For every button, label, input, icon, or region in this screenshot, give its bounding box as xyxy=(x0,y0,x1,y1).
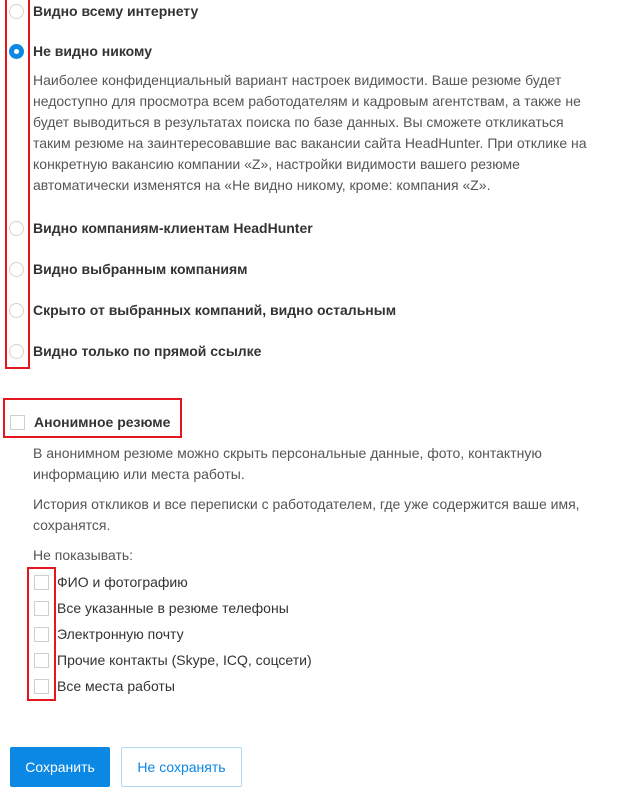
cancel-button[interactable]: Не сохранять xyxy=(121,747,242,787)
visibility-option-hidden-from-selected[interactable] xyxy=(9,299,396,321)
radio-button[interactable] xyxy=(9,344,24,359)
anonymous-resume-label: Анонимное резюме xyxy=(34,414,171,430)
hide-option-email[interactable] xyxy=(34,623,184,645)
hide-option-checkbox[interactable] xyxy=(34,575,49,590)
anonymous-checkbox[interactable] xyxy=(10,415,25,430)
save-button[interactable]: Сохранить xyxy=(10,747,110,787)
hide-option-checkbox[interactable] xyxy=(34,679,49,694)
visibility-option-direct-link[interactable] xyxy=(9,340,261,362)
hide-option-checkbox[interactable] xyxy=(34,627,49,642)
visibility-option-nobody[interactable] xyxy=(9,40,152,62)
hide-option-checkbox[interactable] xyxy=(34,601,49,616)
radio-button[interactable] xyxy=(9,221,24,236)
anonymous-resume-toggle[interactable] xyxy=(10,411,170,433)
radio-button-selected[interactable] xyxy=(9,44,24,59)
visibility-option-internet[interactable] xyxy=(9,0,198,22)
anonymous-description: В анонимном резюме можно скрыть персональные данные, фото, контактную информацию или места работы. xyxy=(33,445,542,482)
visibility-description: Наиболее конфиденциальный вариант настроек видимости. Ваше резюме будет недоступно для просмотра всем работодателям и кадровым агентствам, а также не будет выводиться в результатах поиска по базе данных. Вы сможете откликаться таким резюме на заинтересовавшие вас вакансии сайта HeadHunter. При отклике на конкретную вакансию компании «Z», настройки видимости вашего резюме автоматически изменятся на «Не видно никому, кроме: компания «Z». xyxy=(33,72,587,193)
hide-option-label: Все места работы xyxy=(57,678,175,694)
visibility-option-label: Видно выбранным компаниям xyxy=(33,261,248,277)
visibility-option-label: Видно только по прямой ссылке xyxy=(33,343,262,359)
radio-button[interactable] xyxy=(9,262,24,277)
hide-option-checkbox[interactable] xyxy=(34,653,49,668)
hide-option-name-photo[interactable] xyxy=(34,571,188,593)
anonymous-history-note: История откликов и все переписки с работодателем, где уже содержится ваше имя, сохранятся. xyxy=(33,496,580,533)
hide-option-label: ФИО и фотографию xyxy=(57,574,188,590)
hide-options-title: Не показывать: xyxy=(33,547,134,563)
radio-button[interactable] xyxy=(9,4,24,19)
hide-option-other-contacts[interactable] xyxy=(34,649,312,671)
hide-option-phones[interactable] xyxy=(34,597,289,619)
hide-option-workplaces[interactable] xyxy=(34,675,175,697)
visibility-option-hh-clients[interactable] xyxy=(9,217,313,239)
visibility-option-selected-companies[interactable] xyxy=(9,258,248,280)
visibility-option-label: Скрыто от выбранных компаний, видно остальным xyxy=(33,302,397,318)
visibility-option-label: Не видно никому xyxy=(33,43,152,59)
radio-button[interactable] xyxy=(9,303,24,318)
hide-option-label: Прочие контакты (Skype, ICQ, соцсети) xyxy=(57,652,312,668)
visibility-option-label: Видно компаниям-клиентам HeadHunter xyxy=(33,220,313,236)
visibility-option-label: Видно всему интернету xyxy=(33,3,199,19)
hide-option-label: Электронную почту xyxy=(57,626,184,642)
hide-option-label: Все указанные в резюме телефоны xyxy=(57,600,289,616)
